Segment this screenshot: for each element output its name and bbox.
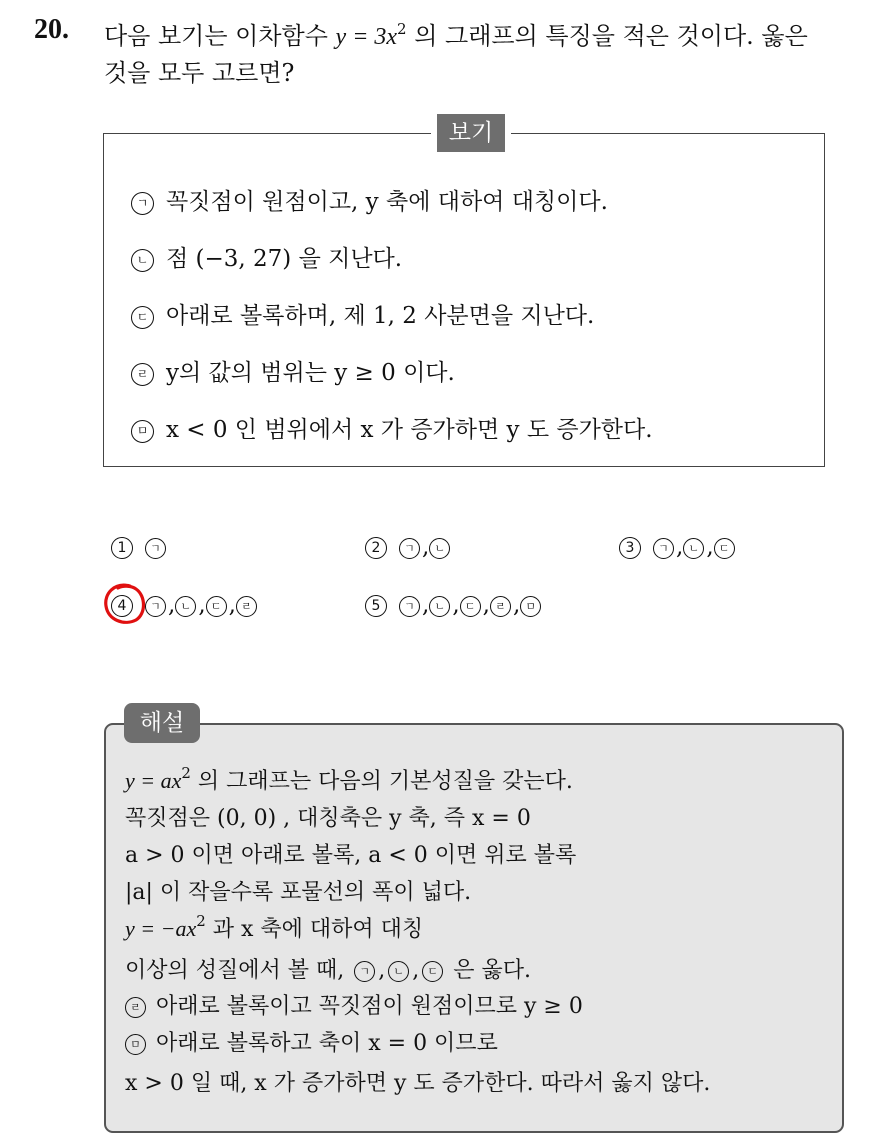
circled-mark: ㄷ	[206, 596, 227, 617]
solution-text: 은 옳다.	[446, 958, 531, 983]
solution-line: 꼭짓점은 (0, 0) , 대칭축은 y 축, 즉 x = 0	[125, 806, 531, 831]
circled-mark: ㄱ	[399, 596, 420, 617]
solution-line: |a| 이 작을수록 포물선의 폭이 넓다.	[125, 880, 472, 905]
circled-mark: ㄱ	[354, 961, 375, 982]
choice-number: 4	[111, 595, 133, 617]
choice-number: 3	[619, 537, 641, 559]
example-item-text: 아래로 볼록하며, 제 1, 2 사분면을 지난다.	[166, 303, 595, 329]
solution-function-exponent: 2	[181, 764, 191, 782]
solution-text: 과 x 축에 대하여 대칭	[205, 917, 424, 942]
circled-mark: ㄴ	[175, 596, 196, 617]
solution-text: 아래로 볼록하고 축이 x = 0 이므로	[149, 1031, 498, 1056]
solution-text: 의 그래프는 다음의 기본성질을 갖는다.	[190, 769, 573, 794]
solution-label: 해설	[124, 703, 200, 743]
solution-function: y = −ax	[125, 916, 197, 941]
circled-mark: ㄱ	[399, 538, 420, 559]
question-function: y = 3x	[335, 24, 398, 50]
example-item	[131, 240, 402, 273]
solution-text: 아래로 볼록이고 꼭짓점이 원점이므로 y ≥ 0	[149, 994, 583, 1019]
solution-text: 이상의 성질에서 볼 때,	[125, 958, 352, 983]
solution-line	[125, 1026, 498, 1057]
circled-mark: ㅁ	[520, 596, 541, 617]
answer-choice-2[interactable]: 2 ㄱ , ㄴ	[365, 534, 452, 560]
example-item	[131, 411, 653, 444]
question-text-line2: 것을 모두 고르면?	[104, 59, 295, 87]
answer-choice-4[interactable]: 4 ㄱ , ㄴ , ㄷ , ㄹ	[111, 592, 259, 618]
solution-line: a > 0 이면 아래로 볼록, a < 0 이면 위로 볼록	[125, 843, 577, 868]
solution-line	[125, 764, 573, 795]
example-item	[131, 183, 608, 216]
circled-mark: ㄷ	[460, 596, 481, 617]
circled-mark: ㄴ	[429, 538, 450, 559]
circled-mark: ㄴ	[429, 596, 450, 617]
selected-answer-circle-icon	[100, 580, 148, 628]
solution-line	[125, 912, 423, 943]
circled-mark: ㄱ	[145, 596, 166, 617]
solution-line	[125, 989, 583, 1020]
answer-choice-5[interactable]: 5 ㄱ , ㄴ , ㄷ , ㄹ , ㅁ	[365, 592, 543, 618]
question-text-b: 의 그래프의 특징을 적은 것이다. 옳은	[406, 22, 808, 50]
circled-mark: ㄴ	[683, 538, 704, 559]
example-item-text: 점 (−3, 27) 을 지난다.	[166, 246, 403, 272]
question-function-exponent: 2	[397, 20, 407, 38]
circled-mark: ㄹ	[490, 596, 511, 617]
circled-mark: ㄷ	[131, 306, 154, 329]
circled-mark: ㄱ	[653, 538, 674, 559]
solution-function: y = ax	[125, 768, 182, 793]
question-number: 20.	[34, 14, 69, 45]
solution-function-exponent: 2	[196, 912, 206, 930]
circled-mark: ㅁ	[125, 1034, 146, 1055]
solution-line: x > 0 일 때, x 가 증가하면 y 도 증가한다. 따라서 옳지 않다.	[125, 1071, 711, 1096]
example-item-text: y의 값의 범위는 y ≥ 0 이다.	[166, 360, 455, 386]
circled-mark: ㄹ	[236, 596, 257, 617]
solution-line: 이상의 성질에서 볼 때, ㄱ , ㄴ , ㄷ 은 옳다.	[125, 958, 531, 983]
answer-choice-1[interactable]	[111, 534, 168, 560]
example-box-label: 보기	[431, 114, 511, 152]
answer-choice-3[interactable]: 3 ㄱ , ㄴ , ㄷ	[619, 534, 737, 560]
circled-mark: ㄹ	[125, 997, 146, 1018]
question-text-line1	[104, 16, 808, 51]
choice-number: 1	[111, 537, 133, 559]
question-text-a: 다음 보기는 이차함수	[104, 22, 336, 50]
example-item	[131, 354, 455, 387]
circled-mark: ㄹ	[131, 363, 154, 386]
circled-mark: ㄴ	[131, 249, 154, 272]
example-item	[131, 297, 594, 330]
circled-mark: ㅁ	[131, 420, 154, 443]
choice-number: 2	[365, 537, 387, 559]
circled-mark: ㄱ	[131, 192, 154, 215]
circled-mark: ㄱ	[145, 538, 166, 559]
circled-mark: ㄷ	[422, 961, 443, 982]
example-item-text: x < 0 인 범위에서 x 가 증가하면 y 도 증가한다.	[166, 417, 653, 443]
circled-mark: ㄷ	[714, 538, 735, 559]
circled-mark: ㄴ	[388, 961, 409, 982]
choice-number: 5	[365, 595, 387, 617]
example-item-text: 꼭짓점이 원점이고, y 축에 대하여 대칭이다.	[166, 189, 608, 215]
